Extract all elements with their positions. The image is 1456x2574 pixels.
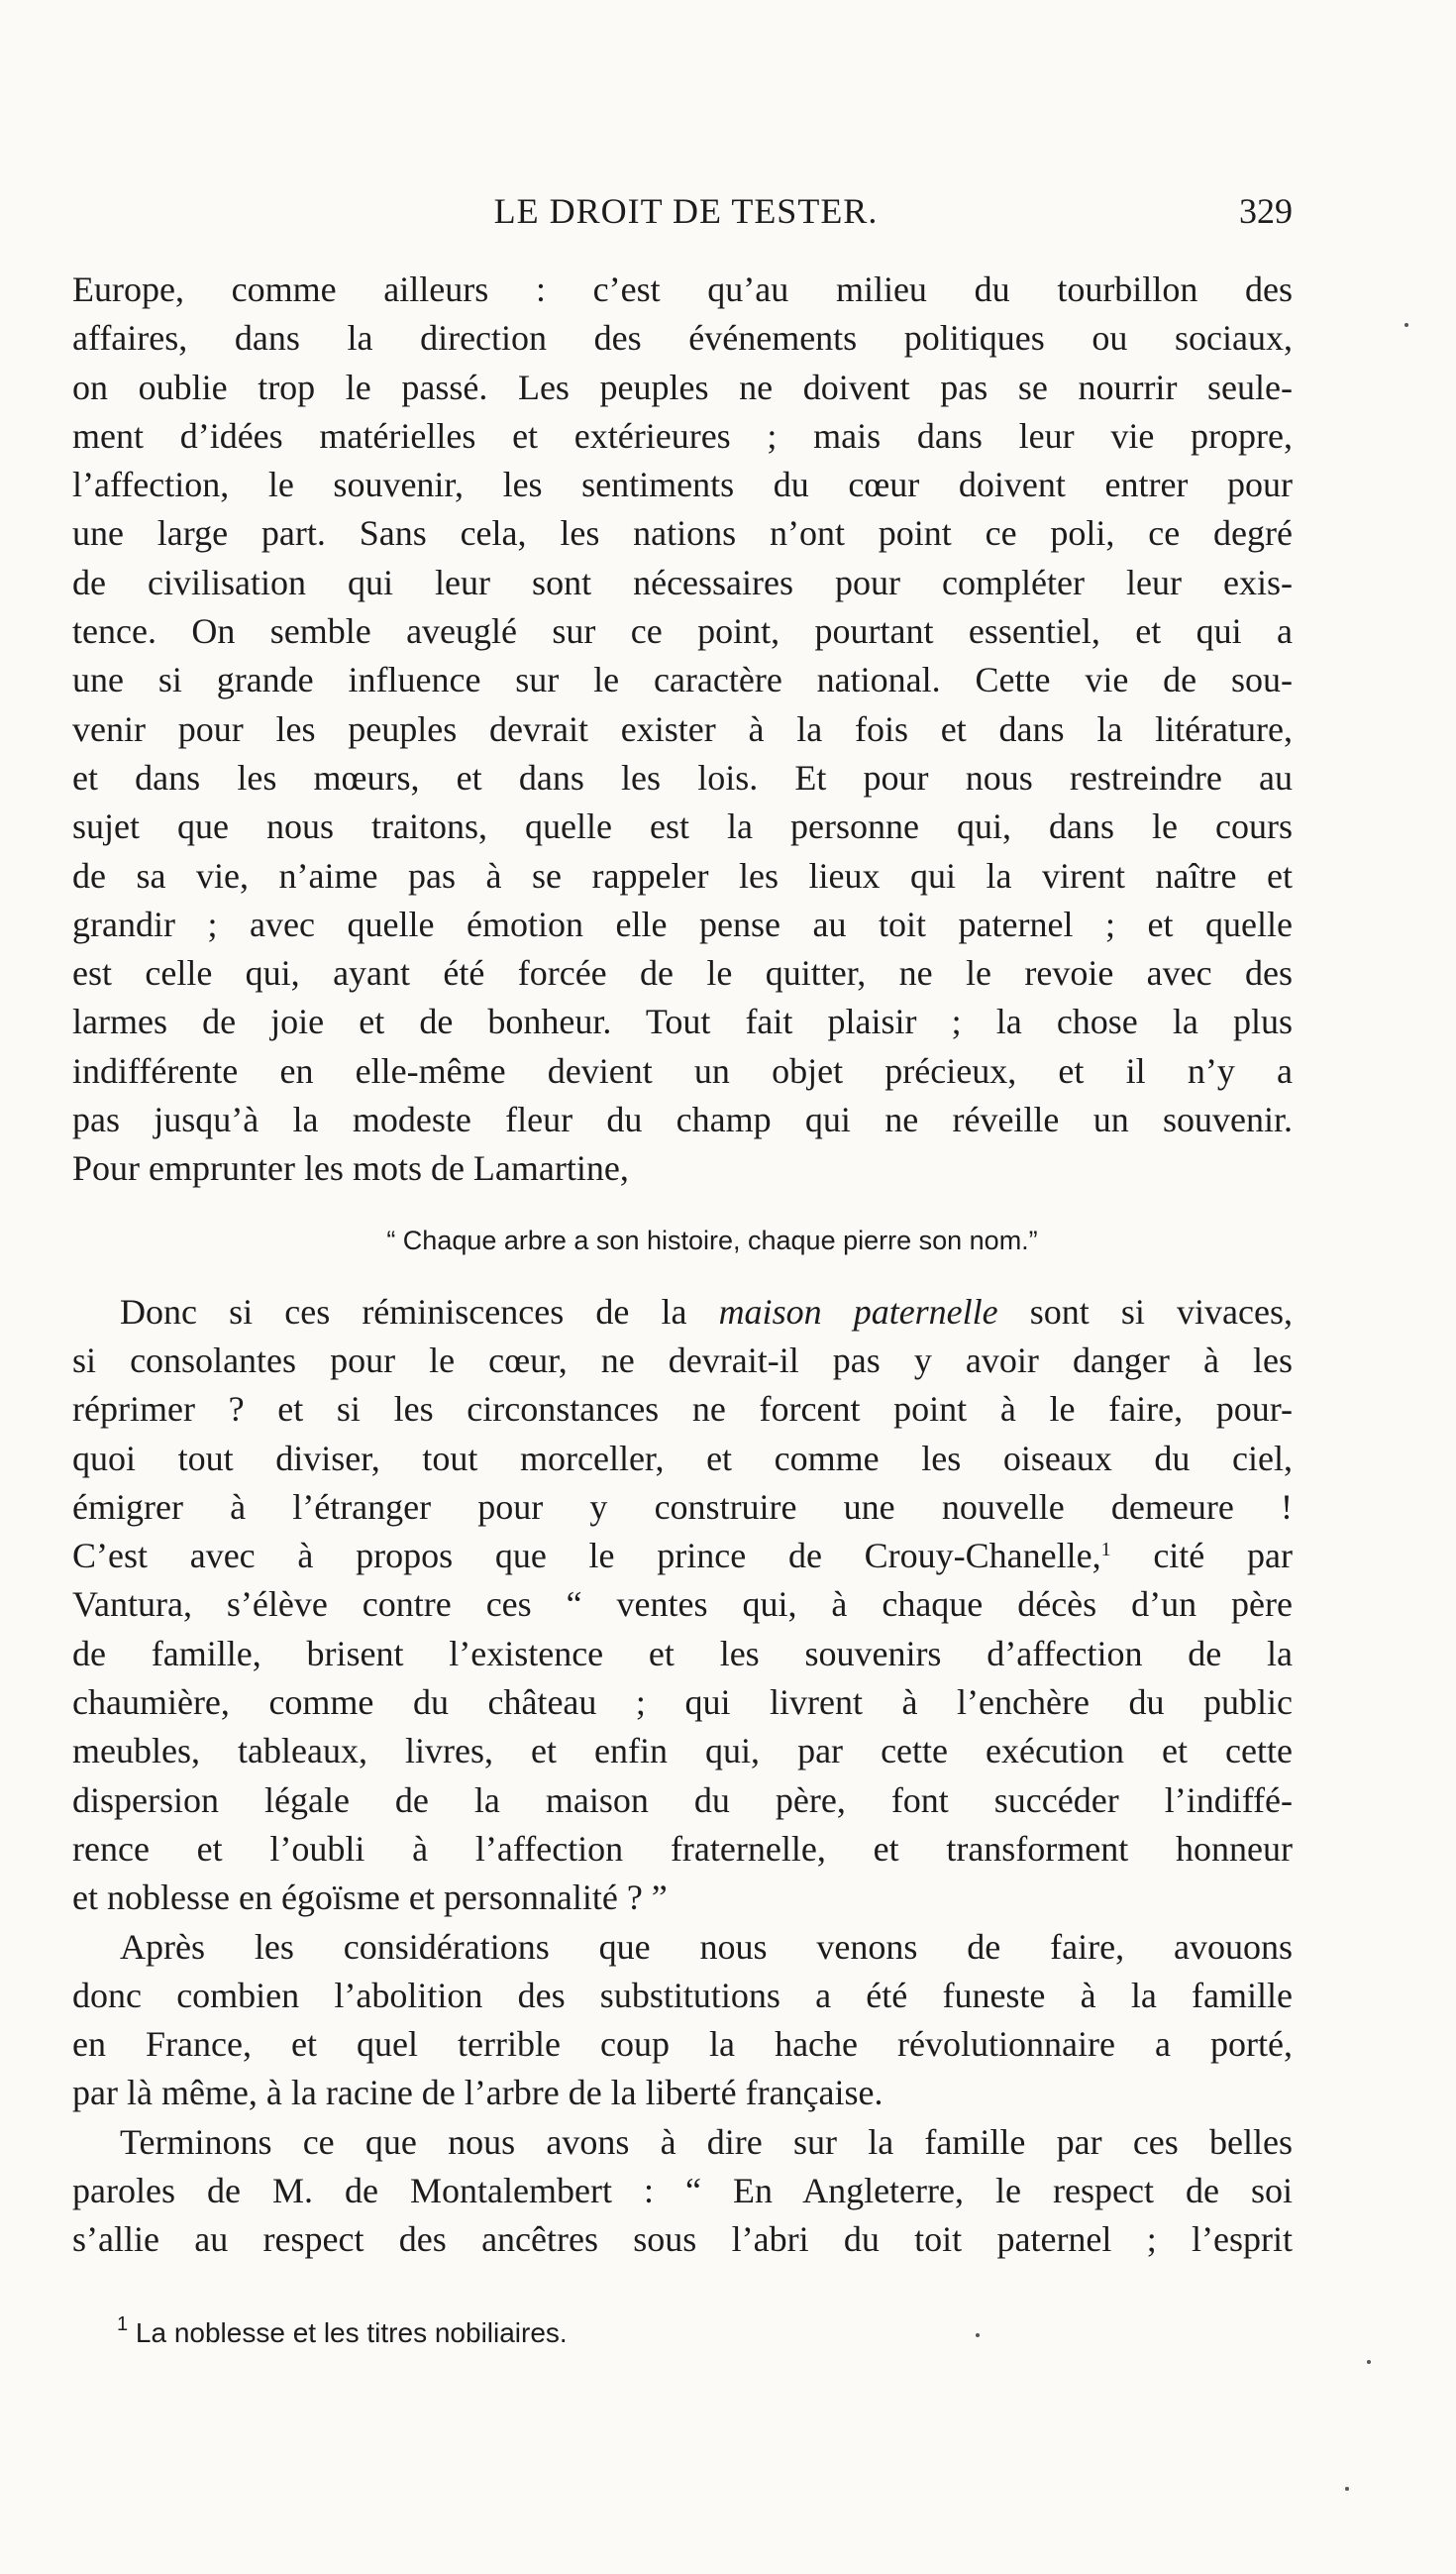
- text-line: et noblesse en égoïsme et personnalité ? ”: [72, 1877, 668, 1918]
- text-line: larmes de joie et de bonheur. Tout fait plaisir ; la chose la plus: [72, 1002, 1293, 1042]
- text-line: tence. On semble aveuglé sur ce point, pourtant essentiel, et qui a: [72, 611, 1293, 652]
- text-line: réprimer ? et si les circonstances ne forcent point à le faire, pour-: [72, 1389, 1293, 1430]
- text-line: une si grande influence sur le caractère national. Cette vie de sou-: [72, 660, 1293, 700]
- scan-speck: [1404, 323, 1408, 327]
- running-title: LE DROIT DE TESTER.: [493, 191, 879, 231]
- text-run: C’est avec à propos que le prince de Crouy-Chanelle,: [72, 1536, 1101, 1576]
- page-number: 329: [1239, 191, 1293, 231]
- text-line: paroles de M. de Montalembert : “ En Angleterre, le respect de soi: [72, 2170, 1293, 2210]
- text-line: donc combien l’abolition des substitutions a été funeste à la famille: [72, 1975, 1293, 2015]
- text-line: on oublie trop le passé. Les peuples ne doivent pas se nourrir seule-: [72, 367, 1293, 407]
- text-line: Vantura, s’élève contre ces “ ventes qui, à chaque décès d’un père: [72, 1584, 1293, 1625]
- text-line: ment d’idées matérielles et extérieures ; mais dans leur vie propre,: [72, 415, 1293, 456]
- text-line: venir pour les peuples devrait exister à la fois et dans la litérature,: [72, 708, 1293, 749]
- text-line: Pour emprunter les mots de Lamartine,: [72, 1148, 629, 1189]
- text-line: et dans les mœurs, et dans les lois. Et pour nous restreindre au: [72, 757, 1293, 798]
- footnote-text: La noblesse et les titres nobiliaires.: [128, 2317, 568, 2348]
- footnote-ref: 1: [1100, 1539, 1111, 1561]
- text-line: de sa vie, n’aime pas à se rappeler les lieux qui la virent naître et: [72, 855, 1293, 896]
- text-line: en France, et quel terrible coup la hache révolutionnaire a porté,: [72, 2024, 1293, 2065]
- text-line: [72, 1532, 1293, 1580]
- text-line: de famille, brisent l’existence et les souvenirs d’affection de la: [72, 1633, 1293, 1673]
- footnote: [117, 2313, 568, 2353]
- scan-speck: [1367, 2360, 1371, 2364]
- text-line: sujet que nous traitons, quelle est la personne qui, dans le cours: [72, 806, 1293, 847]
- footnote-marker: 1: [117, 2313, 129, 2335]
- text-line: dispersion légale de la maison du père, font succéder l’indiffé-: [72, 1779, 1293, 1820]
- text-line: [72, 1288, 1293, 1337]
- text-run: Donc si ces réminiscences de la: [120, 1291, 719, 1332]
- text-line: Après les considérations que nous venons de faire, avouons: [120, 1926, 1293, 1967]
- text-line: émigrer à l’étranger pour y construire une nouvelle demeure !: [72, 1486, 1293, 1527]
- scan-speck: [976, 2333, 980, 2337]
- body-text: [72, 266, 1293, 2265]
- text-line: l’affection, le souvenir, les sentiments du cœur doivent entrer pour: [72, 465, 1293, 505]
- text-line: meubles, tableaux, livres, et enfin qui, par cette exécution et cette: [72, 1731, 1293, 1771]
- text-line: une large part. Sans cela, les nations n’ont point ce poli, ce degré: [72, 513, 1293, 554]
- italic-phrase: maison paternelle: [718, 1291, 998, 1332]
- text-run: sont si vivaces,: [997, 1291, 1293, 1332]
- text-line: s’allie au respect des ancêtres sous l’abri du toit paternel ; l’esprit: [72, 2219, 1293, 2260]
- text-line: Terminons ce que nous avons à dire sur la famille par ces belles: [120, 2121, 1293, 2162]
- text-line: quoi tout diviser, tout morceller, et comme les oiseaux du ciel,: [72, 1438, 1293, 1478]
- text-line: par là même, à la racine de l’arbre de la liberté française.: [72, 2073, 884, 2113]
- text-line: pas jusqu’à la modeste fleur du champ qui ne réveille un souvenir.: [72, 1100, 1293, 1140]
- text-line: Europe, comme ailleurs : c’est qu’au milieu du tourbillon des: [72, 269, 1293, 309]
- text-line: rence et l’oubli à l’affection fraternelle, et transforment honneur: [72, 1828, 1293, 1869]
- running-head: [79, 186, 1293, 236]
- text-line: indifférente en elle-même devient un objet précieux, et il n’y a: [72, 1050, 1293, 1091]
- text-line: de civilisation qui leur sont nécessaires pour compléter leur exis-: [72, 562, 1293, 602]
- text-line: si consolantes pour le cœur, ne devrait-il pas y avoir danger à les: [72, 1340, 1293, 1380]
- text-line: chaumière, comme du château ; qui livrent à l’enchère du public: [72, 1682, 1293, 1723]
- text-line: affaires, dans la direction des événements politiques ou sociaux,: [72, 318, 1293, 359]
- block-quote: “ Chaque arbre a son histoire, chaque pierre son nom.”: [386, 1225, 1038, 1255]
- text-line: est celle qui, ayant été forcée de le quitter, ne le revoie avec des: [72, 953, 1293, 994]
- text-run: cité par: [1110, 1536, 1293, 1576]
- scan-speck: [1345, 2487, 1349, 2491]
- text-line: grandir ; avec quelle émotion elle pense au toit paternel ; et quelle: [72, 904, 1293, 944]
